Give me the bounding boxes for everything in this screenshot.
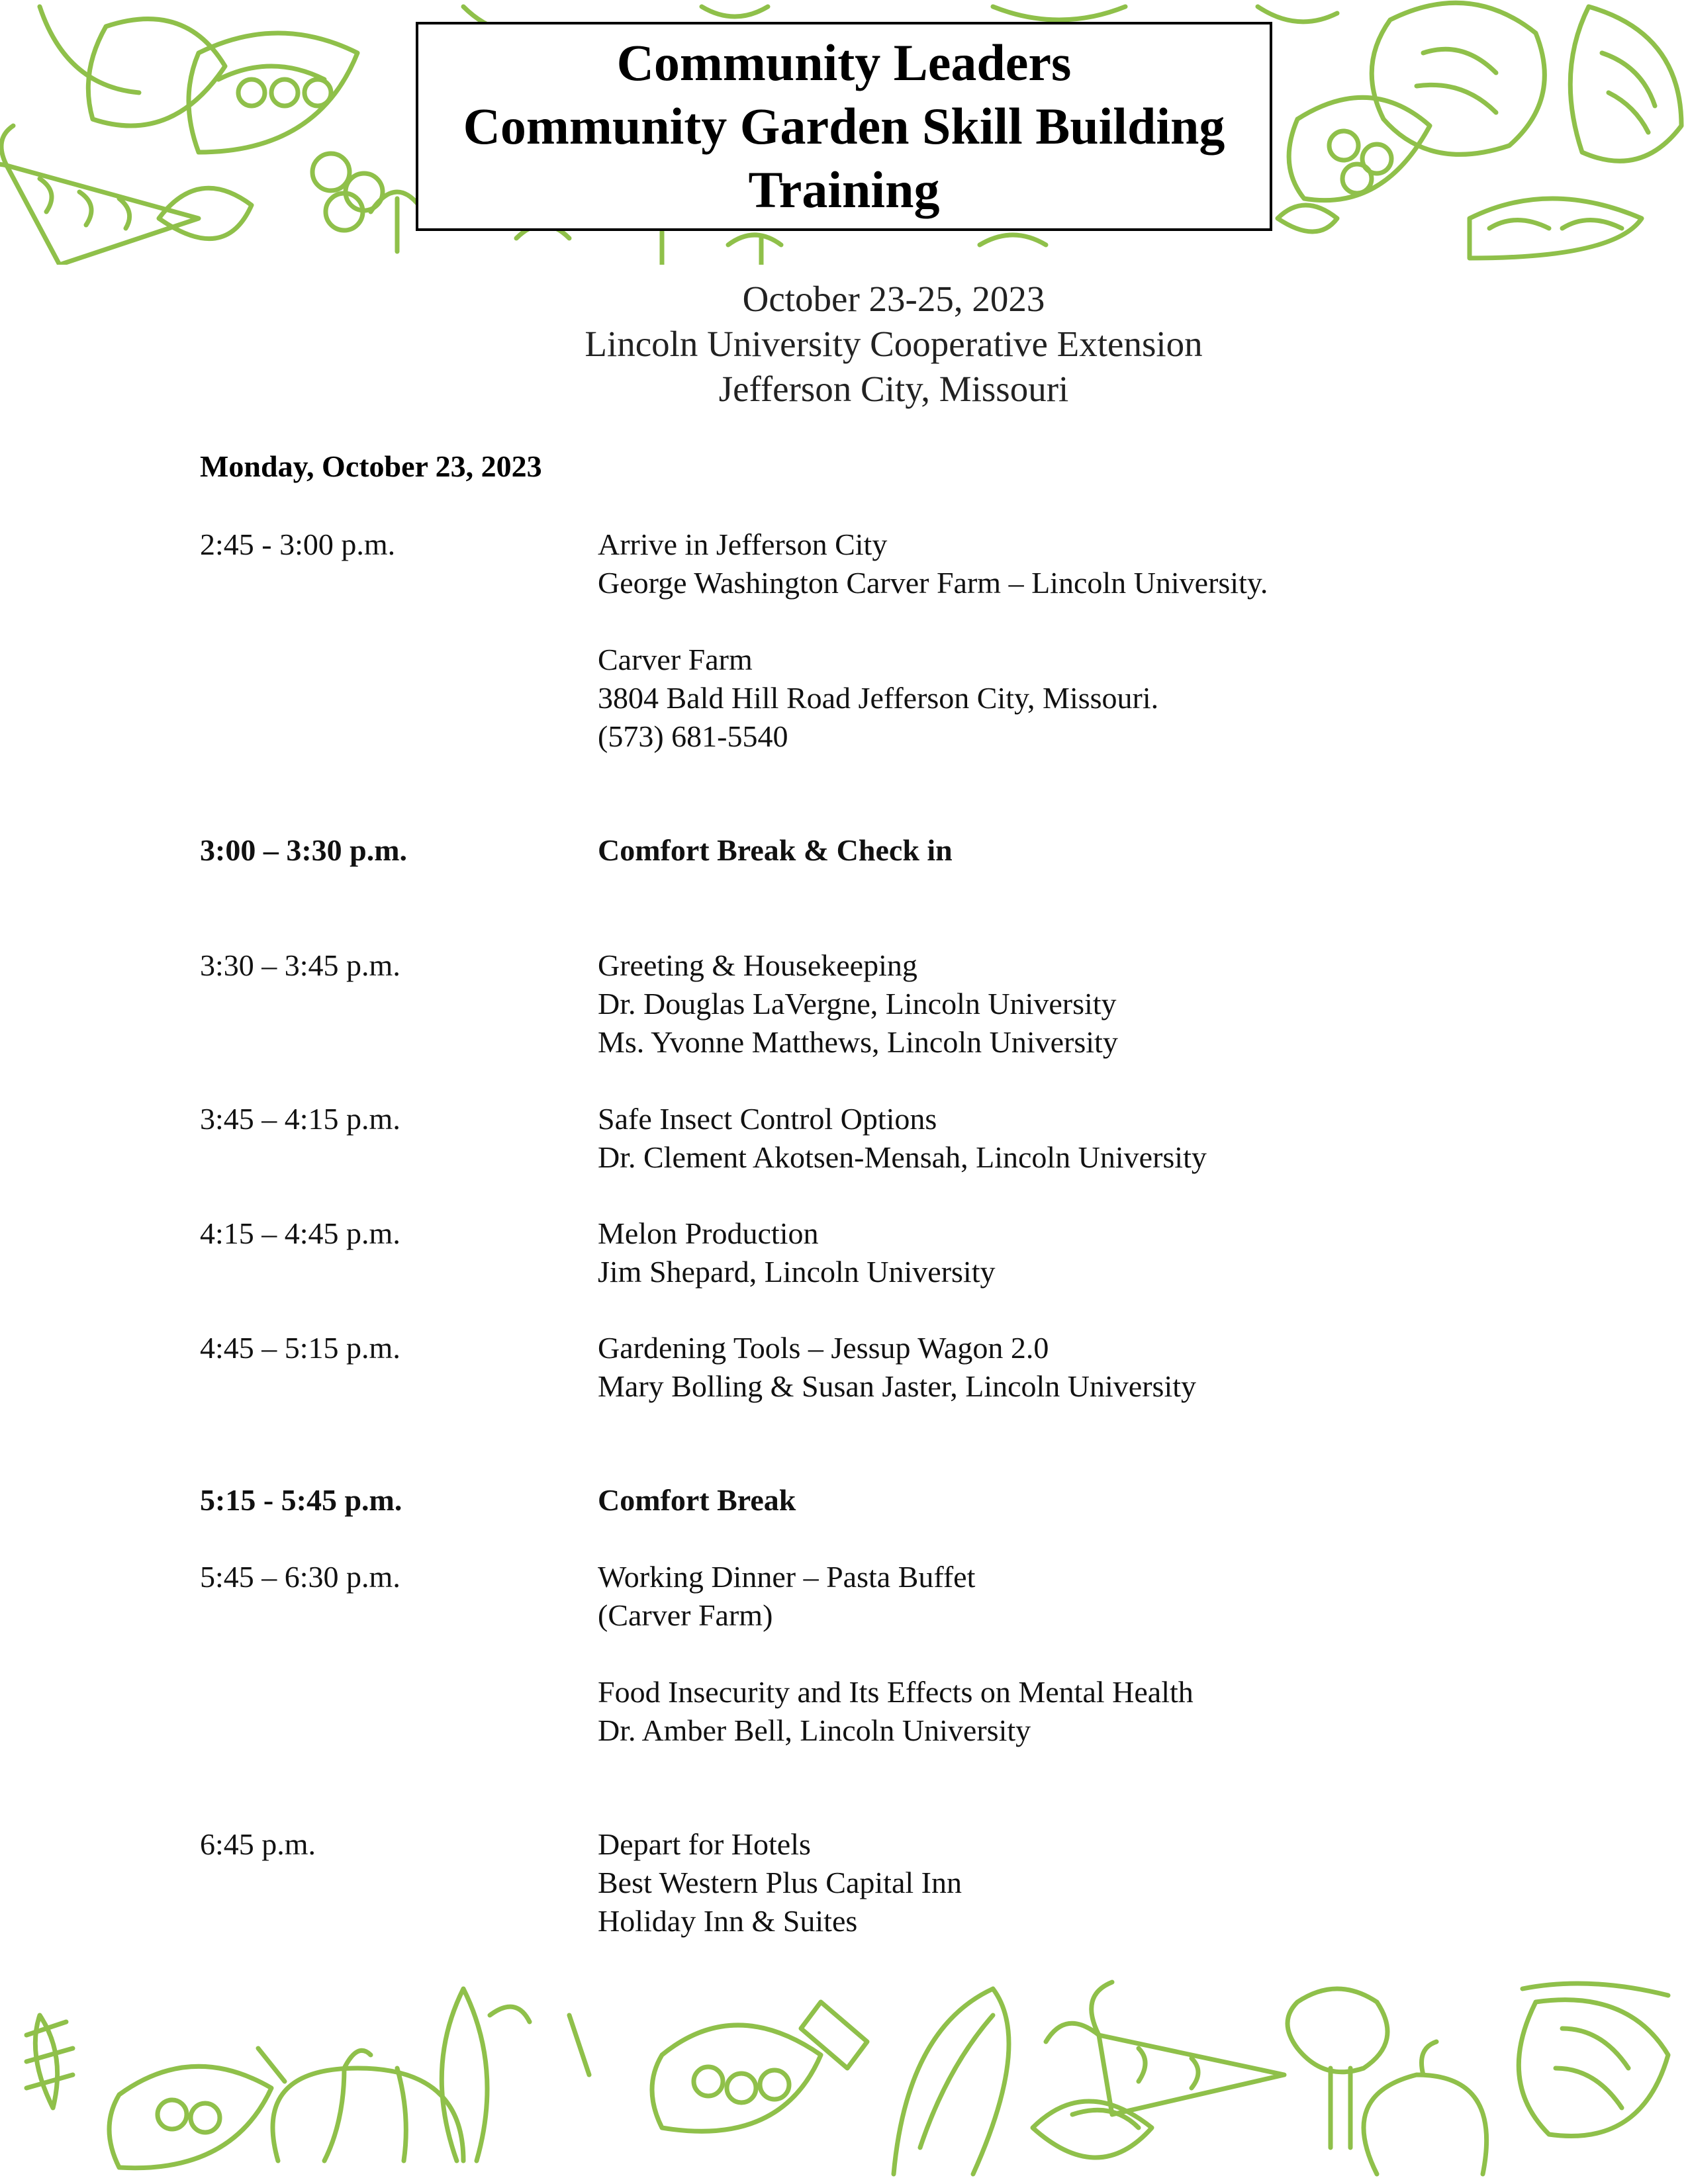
schedule-time: 3:00 – 3:30 p.m. [200, 833, 408, 867]
schedule-details [598, 1825, 962, 1940]
schedule-time: 3:45 – 4:15 p.m. [200, 1102, 400, 1136]
vegetable-illustration-icon [0, 1976, 1688, 2184]
schedule-time: 5:45 – 6:30 p.m. [200, 1560, 400, 1594]
schedule-line: Best Western Plus Capital Inn [598, 1866, 962, 1899]
schedule-details [598, 525, 1268, 756]
schedule-line: Gardening Tools – Jessup Wagon 2.0 [598, 1331, 1049, 1365]
event-dates: October 23-25, 2023 [742, 279, 1045, 319]
schedule-line: Comfort Break [598, 1483, 796, 1517]
schedule-line: Melon Production [598, 1216, 819, 1250]
schedule-line: 3804 Bald Hill Road Jefferson City, Missouri. [598, 681, 1159, 715]
title-line-3: Training [748, 161, 940, 218]
schedule-line: Comfort Break & Check in [598, 833, 953, 867]
schedule-line: (573) 681-5540 [598, 719, 788, 753]
schedule-details [598, 1214, 995, 1291]
title-box [416, 22, 1272, 231]
title-line-2: Community Garden Skill Building [463, 97, 1225, 155]
schedule-line: Dr. Clement Akotsen-Mensah, Lincoln University [598, 1140, 1207, 1174]
schedule-details [598, 1329, 1196, 1406]
schedule-time: 5:15 - 5:45 p.m. [200, 1483, 402, 1517]
schedule-details [598, 831, 953, 870]
schedule-line: Arrive in Jefferson City [598, 527, 888, 561]
schedule-time: 2:45 - 3:00 p.m. [200, 527, 396, 561]
schedule-line: Holiday Inn & Suites [598, 1904, 858, 1938]
bottom-vegetable-banner [0, 1976, 1688, 2184]
schedule-details [598, 1558, 1194, 1750]
event-organization: Lincoln University Cooperative Extension [585, 324, 1203, 364]
schedule-time: 4:45 – 5:15 p.m. [200, 1331, 400, 1365]
schedule-line: (Carver Farm) [598, 1598, 773, 1632]
title-line-1: Community Leaders [616, 34, 1072, 91]
schedule-line: Jim Shepard, Lincoln University [598, 1255, 996, 1289]
schedule-details [598, 1481, 796, 1520]
schedule-line: Working Dinner – Pasta Buffet [598, 1560, 976, 1594]
schedule-line: Carver Farm [598, 643, 753, 676]
schedule-line: Safe Insect Control Options [598, 1102, 937, 1136]
day-heading: Monday, October 23, 2023 [200, 449, 542, 483]
schedule-line: Dr. Amber Bell, Lincoln University [598, 1713, 1031, 1747]
event-subheader [0, 277, 1688, 412]
schedule-details [598, 946, 1118, 1062]
schedule-line: Depart for Hotels [598, 1827, 811, 1861]
schedule-time: 3:30 – 3:45 p.m. [200, 948, 400, 982]
schedule-time: 6:45 p.m. [200, 1827, 316, 1861]
schedule-line: Food Insecurity and Its Effects on Mental Health [598, 1675, 1194, 1709]
schedule-line: Mary Bolling & Susan Jaster, Lincoln University [598, 1369, 1197, 1403]
event-location: Jefferson City, Missouri [718, 369, 1069, 409]
schedule-line: Ms. Yvonne Matthews, Lincoln University [598, 1025, 1118, 1059]
schedule-line: George Washington Carver Farm – Lincoln University. [598, 566, 1268, 600]
schedule-time: 4:15 – 4:45 p.m. [200, 1216, 400, 1250]
schedule-line: Greeting & Housekeeping [598, 948, 917, 982]
schedule-details [598, 1100, 1207, 1177]
schedule-line: Dr. Douglas LaVergne, Lincoln University [598, 987, 1117, 1021]
